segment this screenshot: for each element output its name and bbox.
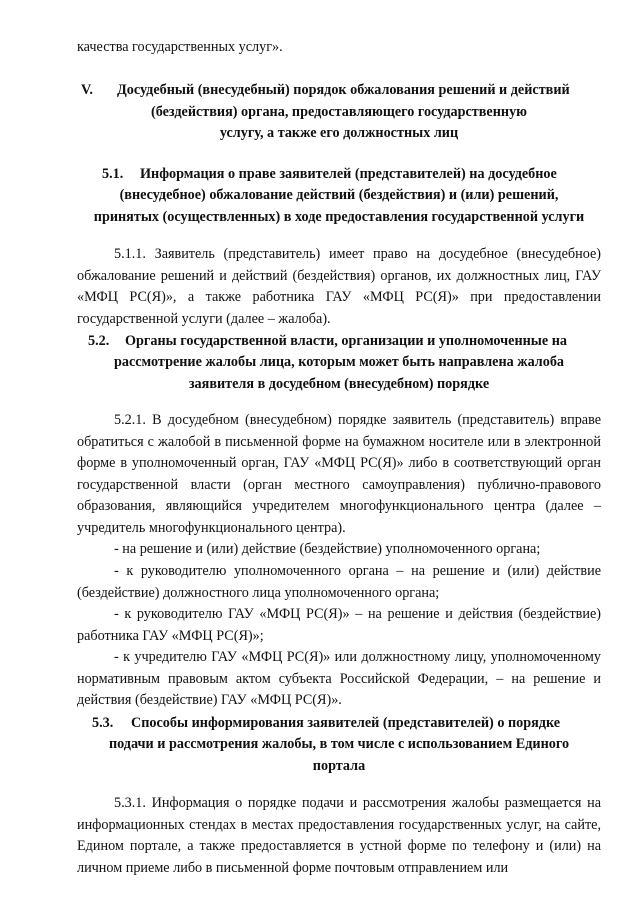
subsection-5-3-title-line1: Способы информирования заявителей (представителей) о порядке — [131, 715, 561, 731]
top-fragment: качества государственных услуг». — [77, 39, 283, 55]
section-5-title-line2: (бездействия) органа, предоставляющего государственную — [150, 104, 528, 120]
subsection-5-1-title-line1: Информация о праве заявителей (представителей) на досудебное — [140, 166, 557, 182]
subsection-5-2-title-line3: заявителя в досудебном (внесудебном) порядке — [188, 376, 490, 392]
paragraph-5-1-1: 5.1.1. Заявитель (представитель) имеет право на досудебное (внесудебное) обжалование решений и действий (бездействия) органов, их должностных лиц, ГАУ «МФЦ РС(Я)», а также работника ГАУ «МФЦ РС(Я)» при предоставлении государственной услуги (далее – жалоба). — [77, 246, 601, 327]
subsection-5-1-number: 5.1. — [102, 166, 124, 182]
subsection-5-3-title-line2: подачи и рассмотрения жалобы, в том числе с использованием Единого — [108, 736, 570, 752]
bullet-5-2-2: - к руководителю уполномоченного органа – на решение и (или) действие (бездействие) должностного лица уполномоченного органа; — [77, 563, 601, 601]
paragraph-5-3-1: 5.3.1. Информация о порядке подачи и рассмотрения жалобы размещается на информационных стендах в местах предоставления государственных услуг, на сайте, Едином портале, а также предоставляется в устной форме по телефону и (или) на личном приеме либо в письменной форме почтовым отправлением или — [77, 795, 601, 876]
subsection-5-2-title-line2: рассмотрение жалобы лица, которым может быть направлена жалоба — [113, 354, 565, 370]
subsection-5-1-title-line2: (внесудебное) обжалование действий (бездействия) и (или) решений, — [119, 187, 559, 203]
section-5-title-line3: услугу, а также его должностных лиц — [219, 125, 459, 141]
subsection-5-2-number: 5.2. — [88, 333, 110, 349]
subsection-5-1-title-line3: принятых (осуществленных) в ходе предоставления государственной услуги — [93, 209, 585, 225]
section-5-number: V. — [81, 82, 93, 98]
section-5-title-line1: Досудебный (внесудебный) порядок обжалования решений и действий — [117, 82, 570, 98]
subsection-5-3-number: 5.3. — [92, 715, 114, 731]
bullet-5-2-1: - на решение и (или) действие (бездействие) уполномоченного органа; — [114, 541, 541, 557]
paragraph-5-2-1: 5.2.1. В досудебном (внесудебном) порядке заявитель (представитель) вправе обратиться с жалобой в письменной форме на бумажном носителе или в электронной форме в уполномоченный орган, ГАУ «МФЦ РС(Я)» либо в соответствующий орган государственной власти (орган местного самоуправления) публично-правового образования, являющийся учредителем многофункционального центра (далее – учредитель многофункционального центра). — [77, 412, 601, 536]
bullet-5-2-4: - к учредителю ГАУ «МФЦ РС(Я)» или должностному лицу, уполномоченному нормативным правовым актом субъекта Российской Федерации, – на решение и действия (бездействие) ГАУ «МФЦ РС(Я)». — [77, 649, 601, 709]
subsection-5-2-title-line1: Органы государственной власти, организации и уполномоченные на — [125, 333, 567, 349]
bullet-5-2-3: - к руководителю ГАУ «МФЦ РС(Я)» – на решение и действия (бездействие) работника ГАУ «МФЦ РС(Я)»; — [77, 606, 601, 644]
subsection-5-3-title-line3: портала — [312, 758, 366, 774]
